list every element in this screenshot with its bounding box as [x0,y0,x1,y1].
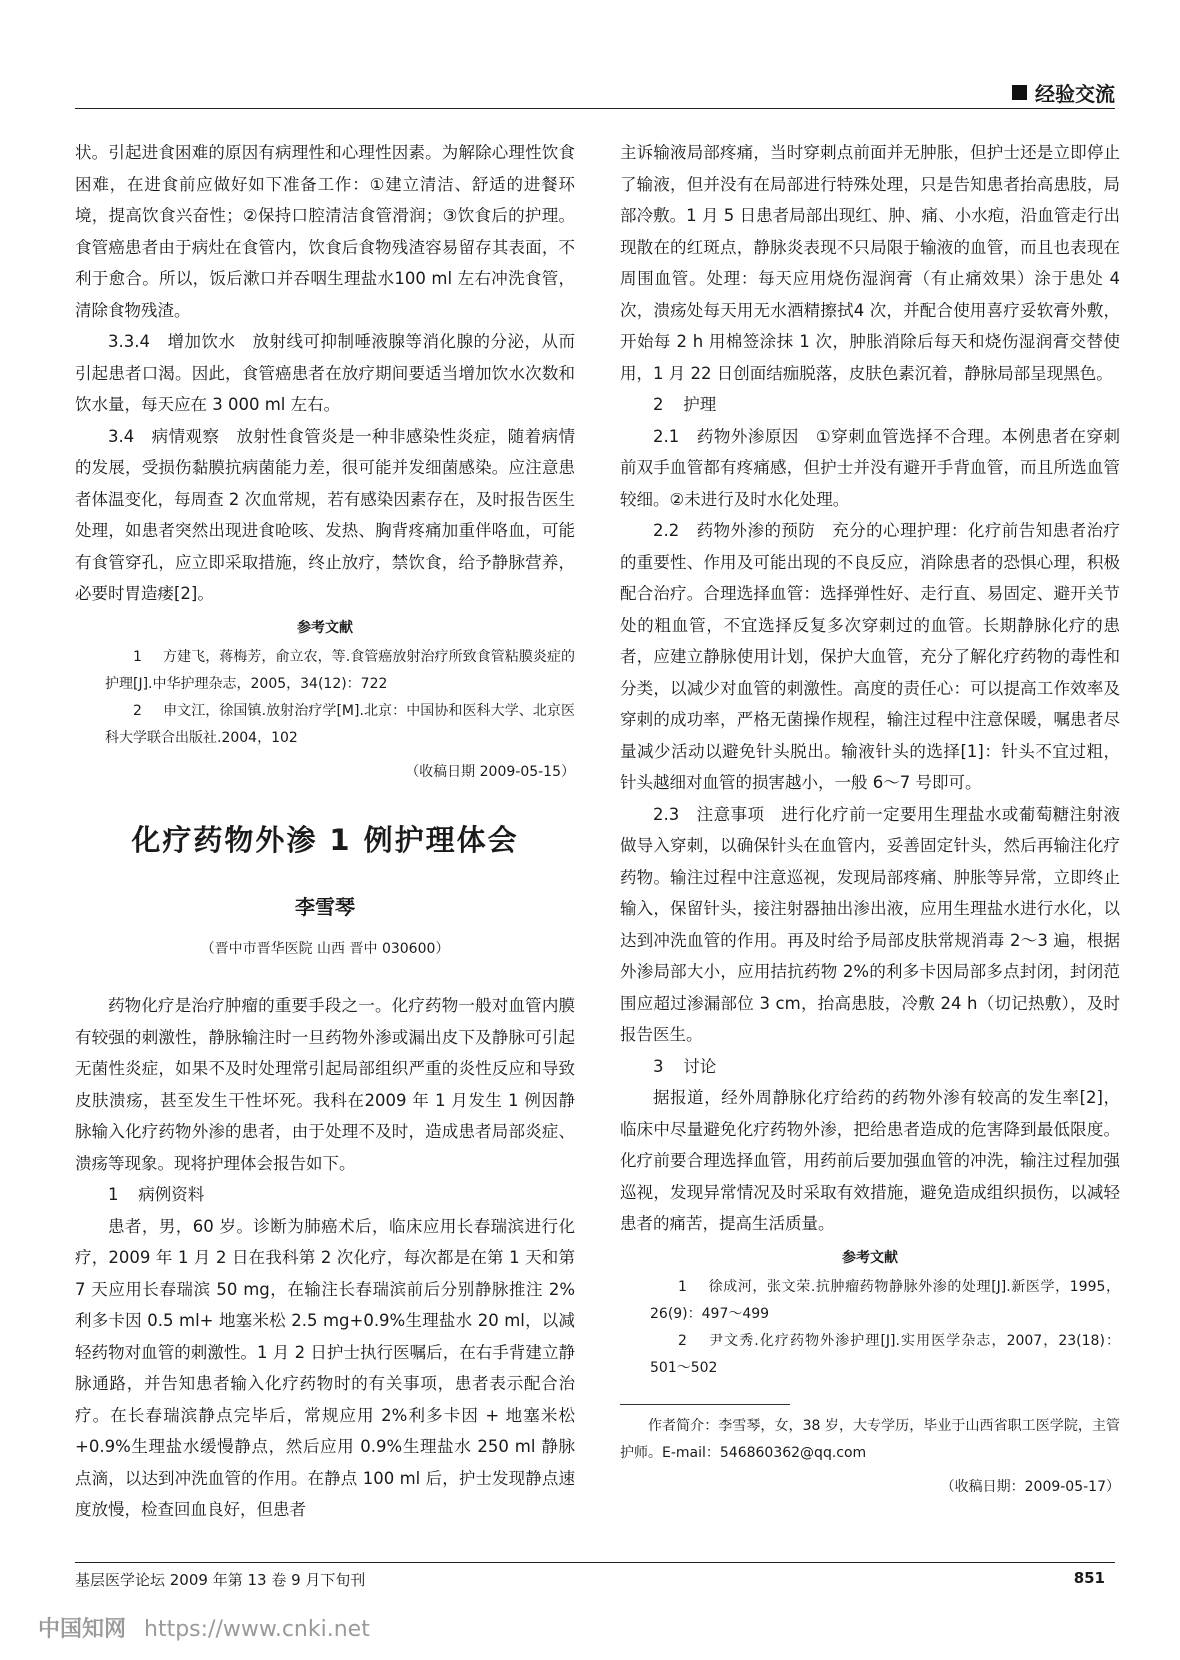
section-number: 3.4 [108,426,135,446]
reference-text: 徐成河，张文荣.抗肿瘤药物静脉外渗的处理[J].新医学，1995，26(9)：497～499 [650,1278,1120,1322]
section-2-1 [620,421,1120,516]
section-text: 病情观察 放射性食管炎是一种非感染性炎症，随着病情的发展，受损伤黏膜抗病菌能力差，很可能并发细菌感染。应注意患者体温变化，每周查 2 次血常规，若有感染因素存在，及时报告医生处理，如患者突然出现进食呛咳、发热、胸背疼痛加重伴咯血，可能有食管穿孔，应立即采取措施，终止放疗，禁饮食，给予静脉营养，必要时胃造瘘[2]。 [75,426,576,603]
section-number: 1 [108,1185,119,1204]
cnki-url[interactable]: https://www.cnki.net [144,1617,370,1642]
section-number: 3 [653,1056,664,1076]
reference-number: 2 [678,1332,687,1349]
reference-number: 2 [133,702,142,719]
left-column-top [75,137,575,786]
section-number: 3.3.4 [108,332,150,351]
journal-name: 基层医学论坛 2009 年第 13 卷 9 月下旬刊 [75,1571,366,1589]
section-3-3-4 [75,326,575,421]
paragraph: 状。引起进食困难的原因有病理性和心理性因素。为解除心理性饮食困难，在进食前应做好如下准备工作：①建立清洁、舒适的进餐环境，提高饮食兴奋性；②保持口腔清洁食管滑润；③饮食后的护理。食管癌患者由于病灶在食管内，饮食后食物残渣容易留存其表面，不利于愈合。所以，饭后漱口并吞咽生理盐水100 ml 左右冲洗食管，清除食物残渣。 [75,143,575,320]
article-affiliation: （晋中市晋华医院 山西 晋中 030600） [200,941,450,957]
cnki-watermark [38,1612,370,1643]
paragraph: 据报道，经外周静脉化疗给药的药物外渗有较高的发生率[2]，临床中尽量避免化疗药物外渗，把给患者造成的危害降到最低限度。化疗前要合理选择血管，用药前后要加强血管的冲洗，输注过程加强巡视，发现异常情况及时采取有效措施，避免造成组织损伤，以减轻患者的痛苦，提高生活质量。 [620,1088,1120,1233]
article-title: 化疗药物外渗 1 例护理体会 [131,823,519,857]
section-3-4 [75,421,575,610]
reference-item [75,644,575,698]
cnki-logo: 中国知网 [38,1617,127,1642]
section-text: 增加饮水 放射线可抑制唾液腺等消化腺的分泌，从而引起患者口渴。因此，食管癌患者在放疗期间要适当增加饮水次数和饮水量，每天应在 3 000 ml 左右。 [75,332,576,414]
section-label: 经验交流 [1035,82,1115,106]
article-author: 李雪琴 [295,895,355,919]
reference-number: 1 [133,648,142,665]
paragraph: 主诉输液局部疼痛，当时穿刺点前面并无肿胀，但护士还是立即停止了输液，但并没有在局部进行特殊处理，只是告知患者抬高患肢，局部冷敷。1 月 5 日患者局部出现红、肿、痛、小水疱，沿血管走行出现散在的红斑点，静脉炎表现不只局限于输液的血管，而且也表现在周围血管。处理：每天应用烧伤湿润膏（有止痛效果）涂于患处 4 次，溃疡处每天用无水酒精擦拭4 次，并配合使用喜疗妥软膏外敷，开始每 2 h 用棉签涂抹 1 次，肿胀消除后每天和烧伤湿润膏交替使用，1 月 22 日创面结痂脱落，皮肤色素沉着，静脉局部呈现黑色。 [620,143,1120,383]
reference-text: 申文江，徐国镇.放射治疗学[M].北京：中国协和医科大学、北京医科大学联合出版社.2004，102 [105,702,575,746]
section-text: 药物外渗原因 ①穿刺血管选择不合理。本例患者在穿刺前双手血管都有疼痛感，但护士并没有避开手背血管，而且所选血管较细。②未进行及时水化处理。 [620,426,1121,509]
section-tag [1012,78,1115,107]
right-column [620,137,1120,1501]
reference-text: 尹文秀.化疗药物外渗护理[J].实用医学杂志，2007，23(18)：501～502 [650,1332,1120,1376]
paragraph: 患者，男，60 岁。诊断为肺癌术后，临床应用长春瑞滨进行化疗，2009 年 1 月 2 日在我科第 2 次化疗，每次都是在第 1 天和第 7 天应用长春瑞滨 50 mg，在输注长春瑞滨前后分别静脉推注 2%利多卡因 0.5 ml+ 地塞米松 2.5 mg+0.9%生理盐水 20 ml，以减轻药物对血管的刺激性。1 月 2 日护士执行医嘱后，在右手背建立静脉通路，并告知患者输入化疗药物时的有关事项，患者表示配合治疗。在长春瑞滨静点完毕后，常规应用 2%利多卡因 + 地塞米松 +0.9%生理盐水缓慢静点，然后应用 0.9%生理盐水 250 ml 静脉点滴，以达到冲洗血管的作用。在静点 100 ml 后，护士发现静点速度放慢，检查回血良好，但患者 [75,1216,575,1519]
section-title: 讨论 [683,1056,717,1076]
references-title: 参考文献 [297,619,353,636]
section-title: 护理 [683,395,717,414]
received-date: （收稿日期：2009-05-17） [940,1478,1120,1495]
section-number: 2.1 [653,426,680,446]
reference-item [620,1274,1120,1328]
reference-text: 方建飞，蒋梅芳，俞立农，等.食管癌放射治疗所致食管粘膜炎症的护理[J].中华护理杂志，2005，34(12)：722 [105,648,575,692]
page-header [75,72,1115,109]
section-heading-2 [620,389,1120,421]
references-title: 参考文献 [842,1249,898,1266]
page-footer [75,1562,1115,1603]
reference-item [75,698,575,752]
article-title-block [75,818,575,958]
section-title: 病例资料 [138,1185,205,1204]
section-2-3 [620,799,1120,1051]
section-number: 2.3 [653,804,680,824]
page-number: 851 [1073,1569,1105,1587]
section-2-2 [620,515,1120,799]
square-bullet-icon [1012,85,1027,100]
author-note: 作者简介：李雪琴，女，38 岁，大专学历，毕业于山西省职工医学院，主管护师。E-mail：546860362@qq.com [620,1417,1120,1461]
section-text: 注意事项 进行化疗前一定要用生理盐水或葡萄糖注射液做导入穿刺，以确保针头在血管内，妥善固定针头，然后再输注化疗药物。输注过程中注意巡视，发现局部疼痛、肿胀等异常，立即终止输入，保留针头，接注射器抽出渗出液，应用生理盐水进行水化，以达到冲洗血管的作用。再及时给予局部皮肤常规消毒 2～3 遍，根据外渗局部大小，应用拮抗药物 2%的利多卡因局部多点封闭，封闭范围应超过渗漏部位 3 cm，抬高患肢，冷敷 24 h（切记热敷），及时报告医生。 [620,804,1121,1044]
section-number: 2.2 [653,521,680,540]
section-heading-1 [75,1179,575,1211]
section-heading-3 [620,1051,1120,1083]
paragraph: 药物化疗是治疗肿瘤的重要手段之一。化疗药物一般对血管内膜有较强的刺激性，静脉输注时一旦药物外渗或漏出皮下及静脉可引起无菌性炎症，如果不及时处理常引起局部组织严重的炎性反应和导致皮肤溃疡，甚至发生干性坏死。我科在2009 年 1 月发生 1 例因静脉输入化疗药物外渗的患者，由于处理不及时，造成患者局部炎症、溃疡等现象。现将护理体会报告如下。 [75,996,575,1173]
section-text: 药物外渗的预防 充分的心理护理：化疗前告知患者治疗的重要性、作用及可能出现的不良反应，消除患者的恐惧心理，积极配合治疗。合理选择血管：选择弹性好、走行直、易固定、避开关节处的粗血管，不宜选择反复多次穿刺过的血管。长期静脉化疗的患者，应建立静脉使用计划，保护大血管，充分了解化疗药物的毒性和分类，以减少对血管的刺激性。高度的责任心：可以提高工作效率及穿刺的成功率，严格无菌操作规程，输注过程中注意保暖，嘱患者尽量减少活动以避免针头脱出。输液针头的选择[1]：针头不宜过粗，针头越细对血管的损害越小，一般 6～7 号即可。 [620,521,1121,792]
author-note-divider [620,1404,790,1405]
reference-number: 1 [678,1278,687,1295]
received-date: （收稿日期 2009-05-15） [405,763,575,780]
left-column-bottom [75,990,575,1526]
section-number: 2 [653,395,664,414]
reference-item [620,1328,1120,1382]
